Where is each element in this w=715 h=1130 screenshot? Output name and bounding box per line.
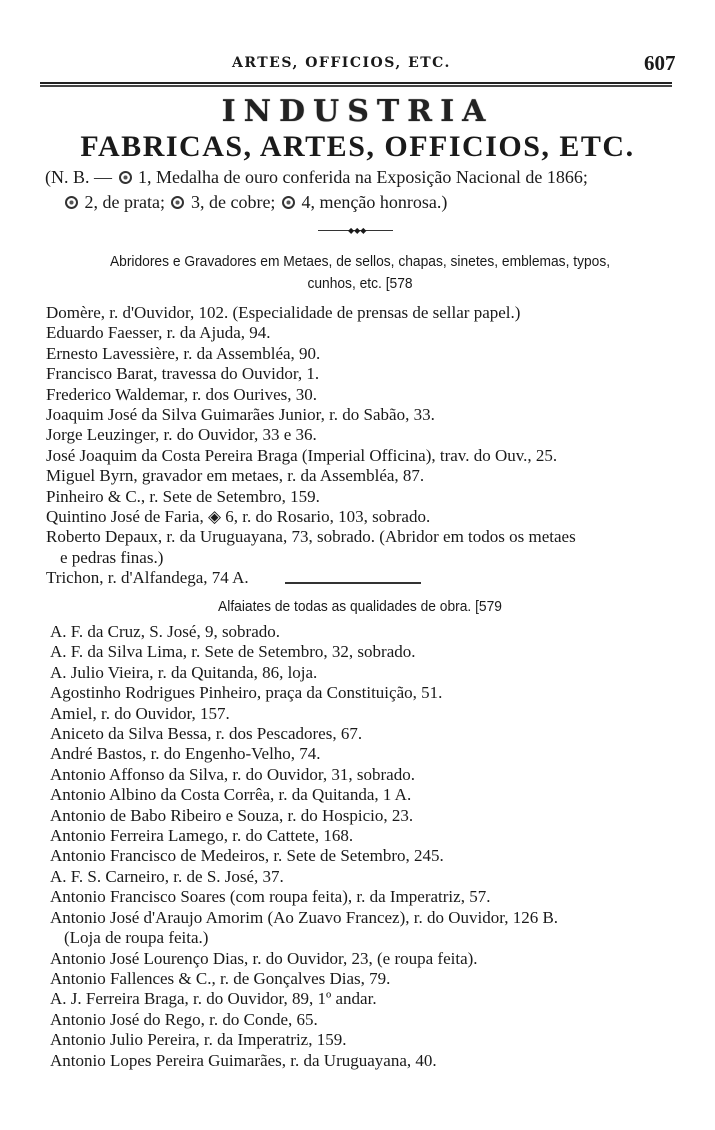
list-item: Antonio Francisco Soares (com roupa feita), r. da Imperatriz, 57. xyxy=(50,887,491,907)
section-heading-line: Abridores e Gravadores em Metaes, de sellos, chapas, sinetes, emblemas, typos, xyxy=(109,253,611,270)
list-item: Antonio José do Rego, r. do Conde, 65. xyxy=(50,1009,318,1029)
list-item-continuation: e pedras finas.) xyxy=(60,547,164,567)
list-item: Roberto Depaux, r. da Uruguayana, 73, sobrado. (Abridor em todos os metaes xyxy=(46,527,576,547)
medal-icon xyxy=(282,196,295,209)
list-item: A. Julio Vieira, r. da Quitanda, 86, loja. xyxy=(50,662,318,682)
list-item: Pinheiro & C., r. Sete de Setembro, 159. xyxy=(46,486,320,506)
ornament-divider xyxy=(318,226,393,235)
list-item-continuation: (Loja de roupa feita.) xyxy=(64,928,209,948)
medal-note xyxy=(45,165,685,215)
section-heading-line: Alfaiates de todas as qualidades de obra. [579 xyxy=(218,598,502,615)
header-rule xyxy=(40,82,672,87)
list-item: Antonio Francisco de Medeiros, r. Sete de Setembro, 245. xyxy=(50,846,444,866)
list-item: A. F. da Cruz, S. José, 9, sobrado. xyxy=(50,622,281,641)
list-item: Joaquim José da Silva Guimarães Junior, r. do Sabão, 33. xyxy=(46,405,435,425)
list-item: Jorge Leuzinger, r. do Ouvidor, 33 e 36. xyxy=(46,425,317,445)
page-title: INDUSTRIA xyxy=(221,94,494,129)
list-item: Antonio Fallences & C., r. de Gonçalves Dias, 79. xyxy=(50,968,391,988)
section-heading xyxy=(66,251,655,295)
list-item: Frederico Waldemar, r. dos Ourives, 30. xyxy=(46,384,317,404)
note-text: 2, de prata; xyxy=(80,192,170,212)
list-item: A. F. S. Carneiro, r. de S. José, 37. xyxy=(50,866,284,886)
list-item: Ernesto Lavessière, r. da Assembléa, 90. xyxy=(46,343,321,363)
list-item: Antonio Lopes Pereira Guimarães, r. da Uruguayana, 40. xyxy=(50,1050,437,1070)
section-divider xyxy=(285,582,421,584)
list-item: José Joaquim da Costa Pereira Braga (Imperial Officina), trav. do Ouv., 25. xyxy=(46,445,558,465)
list-item: Miguel Byrn, gravador em metaes, r. da Assembléa, 87. xyxy=(46,466,425,486)
ornament-icon: ◆◆◆ xyxy=(348,226,367,235)
list-item: Antonio Albino da Costa Corrêa, r. da Quitanda, 1 A. xyxy=(50,785,412,805)
section-heading xyxy=(66,596,655,618)
list-item: Antonio Julio Pereira, r. da Imperatriz, 159. xyxy=(50,1030,347,1050)
page-subtitle: FABRICAS, ARTES, OFFICIOS, ETC. xyxy=(80,130,635,163)
list-item: Antonio de Babo Ribeiro e Souza, r. do Hospicio, 23. xyxy=(50,805,414,825)
list-item: Agostinho Rodrigues Pinheiro, praça da Constituição, 51. xyxy=(50,683,443,703)
note-text: 3, de cobre; xyxy=(186,192,280,212)
list-item: Antonio Affonso da Silva, r. do Ouvidor, 31, sobrado. xyxy=(50,764,415,784)
list-item: Trichon, r. d'Alfandega, 74 A. xyxy=(46,568,249,588)
list-item: Eduardo Faesser, r. da Ajuda, 94. xyxy=(46,323,271,343)
medal-icon xyxy=(65,196,78,209)
page-number: 607 xyxy=(644,51,676,75)
list-item: Antonio Ferreira Lamego, r. do Cattete, 168. xyxy=(50,826,354,846)
list-item: André Bastos, r. do Engenho-Velho, 74. xyxy=(50,744,321,764)
medal-icon xyxy=(119,171,132,184)
list-item: Antonio José Lourenço Dias, r. do Ouvidor, 23, (e roupa feita). xyxy=(50,948,478,968)
note-text: (N. B. — xyxy=(45,167,117,187)
entry-list xyxy=(50,622,558,1071)
note-text: 1, Medalha de ouro conferida na Exposição Nacional de 1866; xyxy=(133,167,588,187)
list-item: Quintino José de Faria, ◈ 6, r. do Rosario, 103, sobrado. xyxy=(46,507,431,527)
list-item: Aniceto da Silva Bessa, r. dos Pescadores, 67. xyxy=(50,724,363,744)
list-item: Domère, r. d'Ouvidor, 102. (Especialidade de prensas de sellar papel.) xyxy=(46,303,521,322)
note-text: 4, menção honrosa.) xyxy=(296,192,448,212)
section-heading-line: cunhos, etc. [578 xyxy=(307,275,413,292)
list-item: Antonio José d'Araujo Amorim (Ao Zuavo Francez), r. do Ouvidor, 126 B. xyxy=(50,907,559,927)
list-item: A. J. Ferreira Braga, r. do Ouvidor, 89, 1º andar. xyxy=(50,989,377,1009)
running-title: ARTES, OFFICIOS, ETC. xyxy=(232,55,451,71)
list-item: Francisco Barat, travessa do Ouvidor, 1. xyxy=(46,364,320,384)
list-item: A. F. da Silva Lima, r. Sete de Setembro, 32, sobrado. xyxy=(50,642,416,662)
entry-list xyxy=(46,303,576,589)
list-item: Amiel, r. do Ouvidor, 157. xyxy=(50,703,230,723)
medal-icon xyxy=(171,196,184,209)
